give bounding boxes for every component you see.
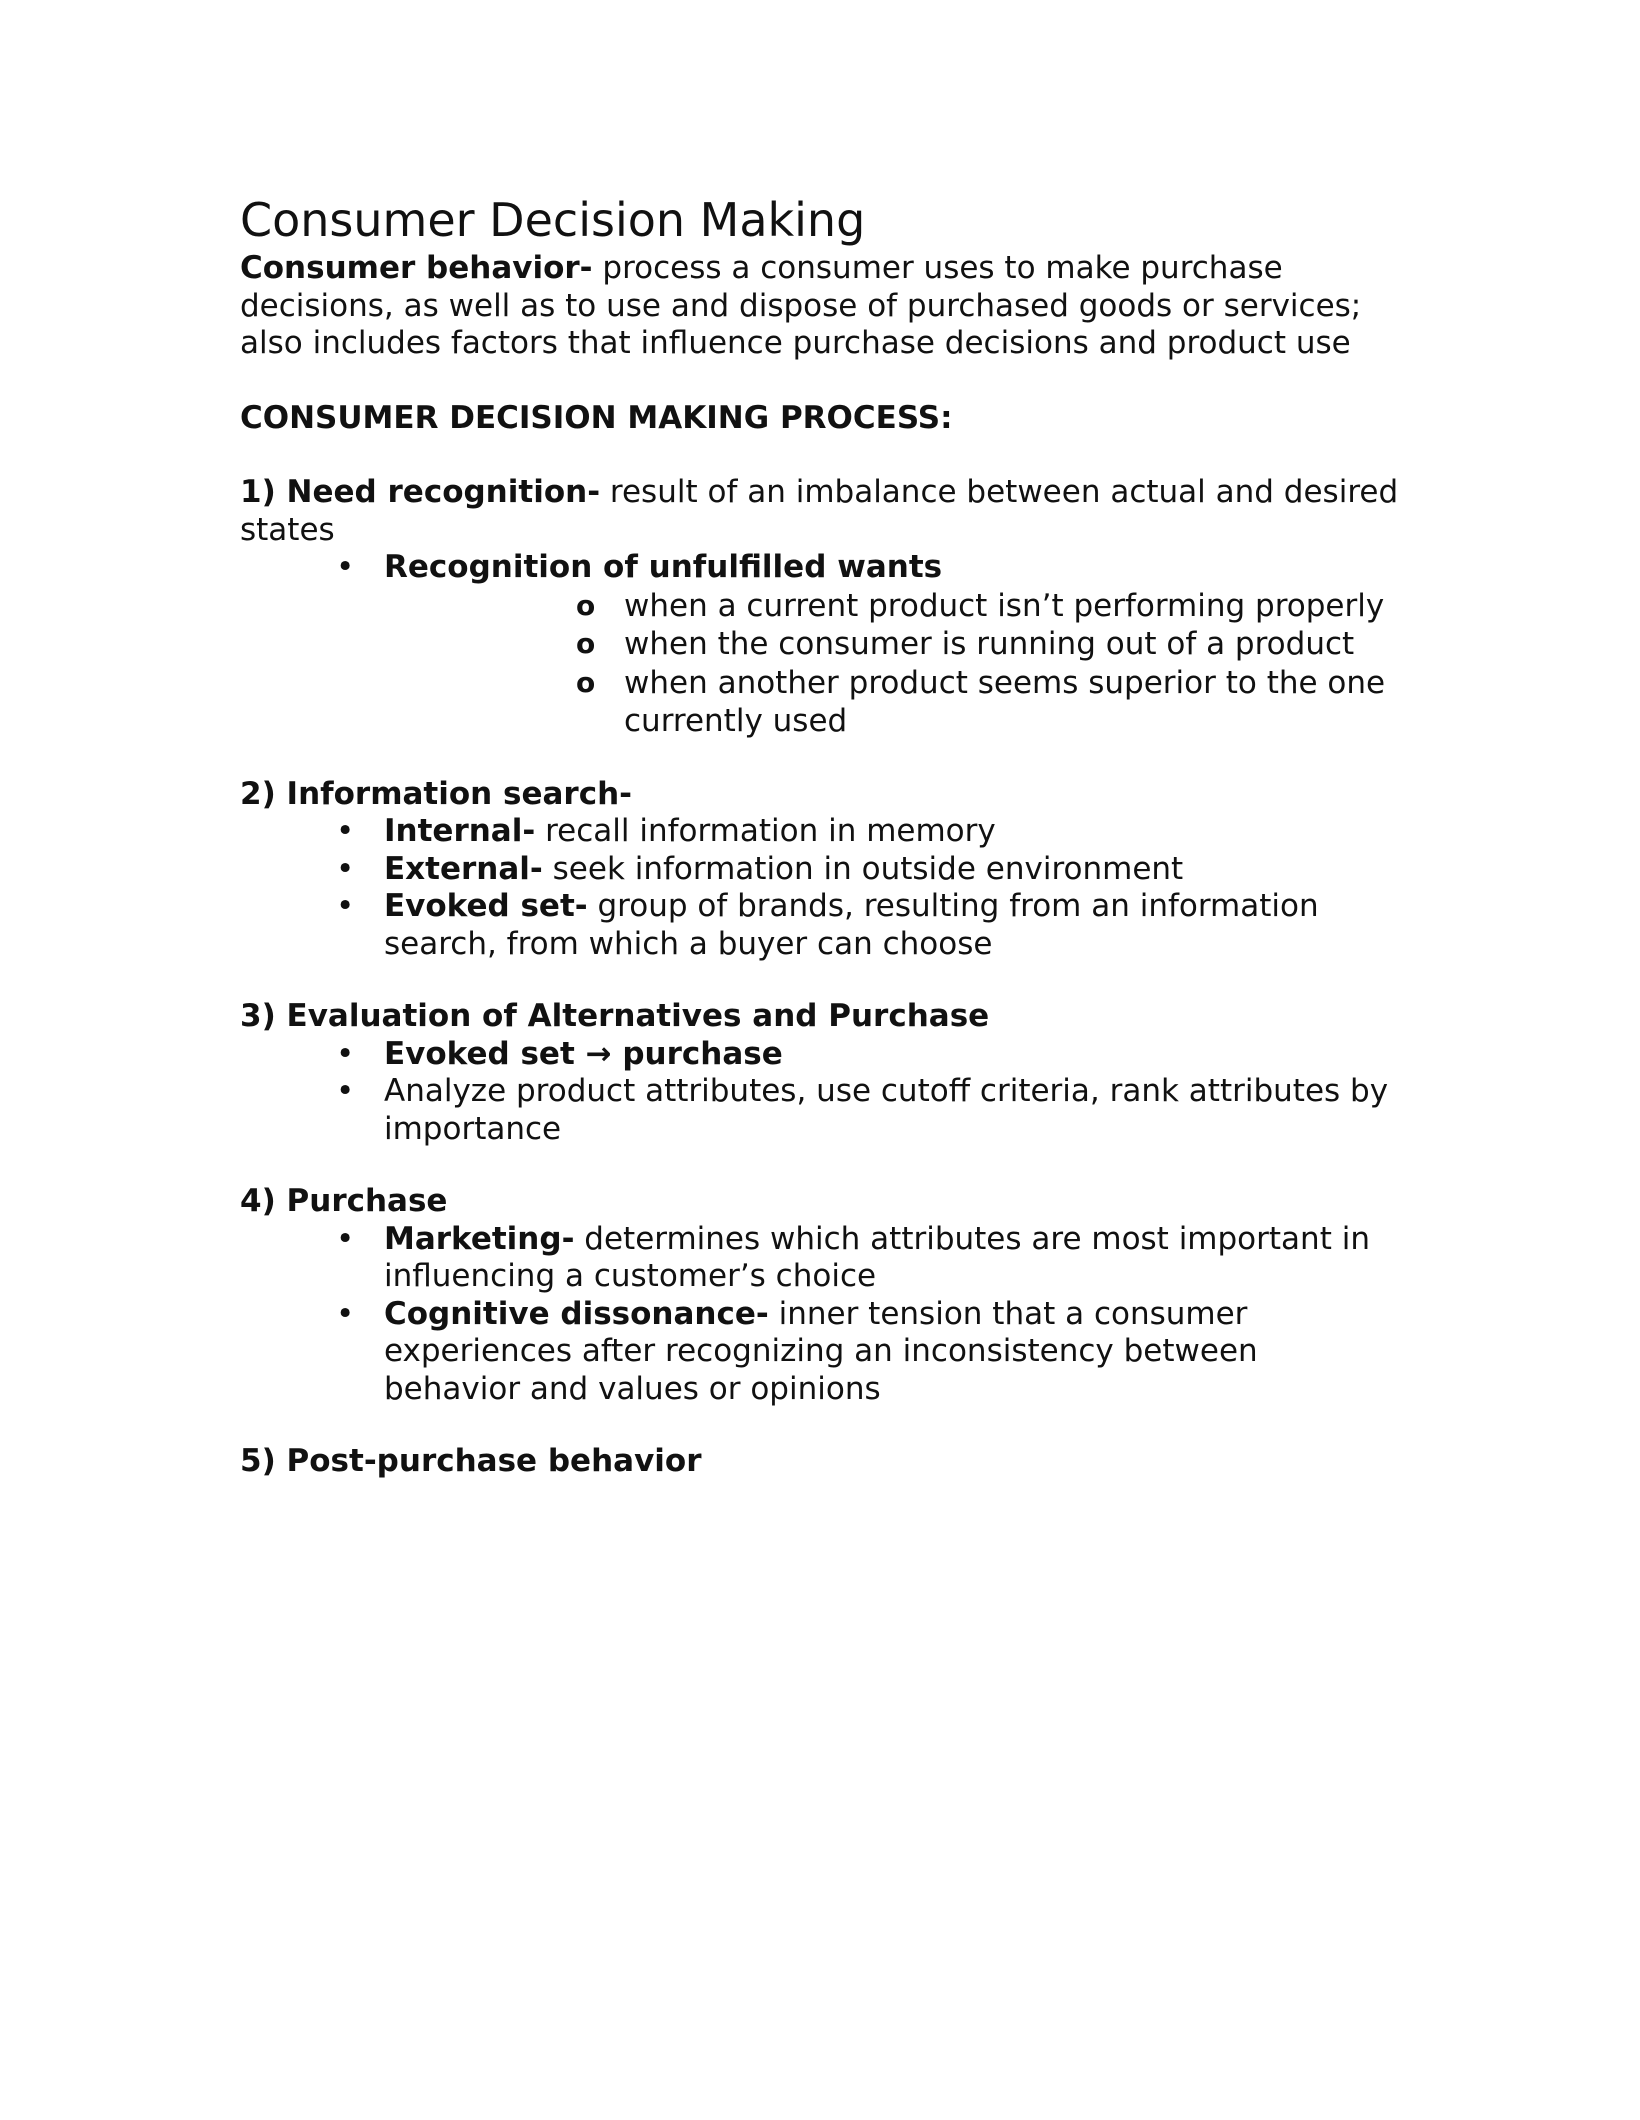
bullet-list — [240, 813, 1400, 963]
sub-list-item-text: when a current product isn’t performing properly — [624, 587, 1385, 624]
sub-bullet-icon: o — [576, 588, 596, 622]
step-heading: 5) Post-purchase behavior — [240, 1443, 702, 1479]
list-item-term: Evoked set- — [384, 888, 588, 924]
step-heading-text: result of an imbalance between actual and desired states — [240, 474, 1399, 548]
document-title: Consumer Decision Making — [240, 193, 866, 247]
process-heading: CONSUMER DECISION MAKING PROCESS: — [240, 399, 953, 436]
bullet-icon: • — [336, 813, 355, 849]
list-item-text: group of brands, resulting from an information search, from which a buyer can choose — [384, 888, 1319, 962]
list-item-text: seek information in outside environment — [542, 850, 1184, 887]
list-item-term: Evoked set → purchase — [384, 1035, 783, 1072]
step-need-recognition — [240, 474, 1400, 741]
list-item-term: Marketing- — [384, 1220, 575, 1257]
step-heading — [240, 474, 1400, 549]
bullet-icon: • — [336, 888, 355, 924]
sub-bullet-icon: o — [576, 627, 596, 660]
list-item-term: External- — [384, 850, 543, 887]
list-item-text: Analyze product attributes, use cutoff criteria, rank attributes by importance — [384, 1073, 1389, 1147]
list-item — [240, 1221, 1400, 1296]
step-heading: 2) Information search- — [240, 775, 633, 812]
step-post-purchase-behavior — [240, 1443, 1400, 1481]
list-item-term: Cognitive dissonance- — [384, 1295, 769, 1332]
sub-list-item-text: when the consumer is running out of a product — [624, 626, 1355, 662]
sub-list-item — [384, 625, 1400, 664]
document-page — [240, 190, 1400, 1481]
step-purchase — [240, 1183, 1400, 1408]
list-item — [240, 813, 1400, 851]
step-heading: 3) Evaluation of Alternatives and Purchase — [240, 998, 990, 1034]
bullet-icon: • — [336, 1295, 355, 1332]
bullet-icon: • — [336, 1073, 355, 1109]
bullet-icon: • — [336, 850, 355, 887]
bullet-list — [240, 1221, 1400, 1409]
sub-list-item — [384, 587, 1400, 626]
list-item — [240, 851, 1400, 889]
bullet-list — [240, 549, 1400, 741]
bullet-icon: • — [336, 1220, 355, 1257]
bullet-list — [240, 1036, 1400, 1149]
list-item-term: Internal- — [384, 813, 536, 849]
list-item-text: recall information in memory — [535, 813, 996, 849]
list-item — [240, 1036, 1400, 1074]
step-information-search — [240, 776, 1400, 964]
list-item — [240, 1296, 1400, 1409]
step-heading: 4) Purchase — [240, 1183, 448, 1219]
step-evaluation-of-alternatives — [240, 998, 1400, 1148]
list-item — [240, 1073, 1400, 1148]
definition-term: Consumer behavior- — [240, 250, 593, 286]
bullet-icon: • — [336, 549, 355, 585]
consumer-behavior-definition — [240, 250, 1400, 363]
list-item-text: inner tension that a consumer experiences after recognizing an inconsistency between behavior and values or opinions — [384, 1295, 1258, 1407]
list-item — [240, 888, 1400, 963]
definition-text: process a consumer uses to make purchase decisions, as well as to use and dispose of purchased goods or services; also includes factors that influence purchase decisions and product use — [240, 250, 1362, 361]
sub-list-item — [384, 664, 1400, 741]
bullet-icon: • — [336, 1035, 355, 1072]
step-heading-term: 1) Need recognition- — [240, 474, 601, 510]
sub-bullet-icon: o — [576, 665, 596, 699]
sub-bullet-list — [384, 587, 1400, 741]
sub-list-item-text: when another product seems superior to the one currently used — [624, 664, 1386, 739]
list-item-text: determines which attributes are most important in influencing a customer’s choice — [384, 1220, 1370, 1294]
list-item-term: Recognition of unfulfilled wants — [384, 549, 943, 585]
list-item — [240, 549, 1400, 741]
